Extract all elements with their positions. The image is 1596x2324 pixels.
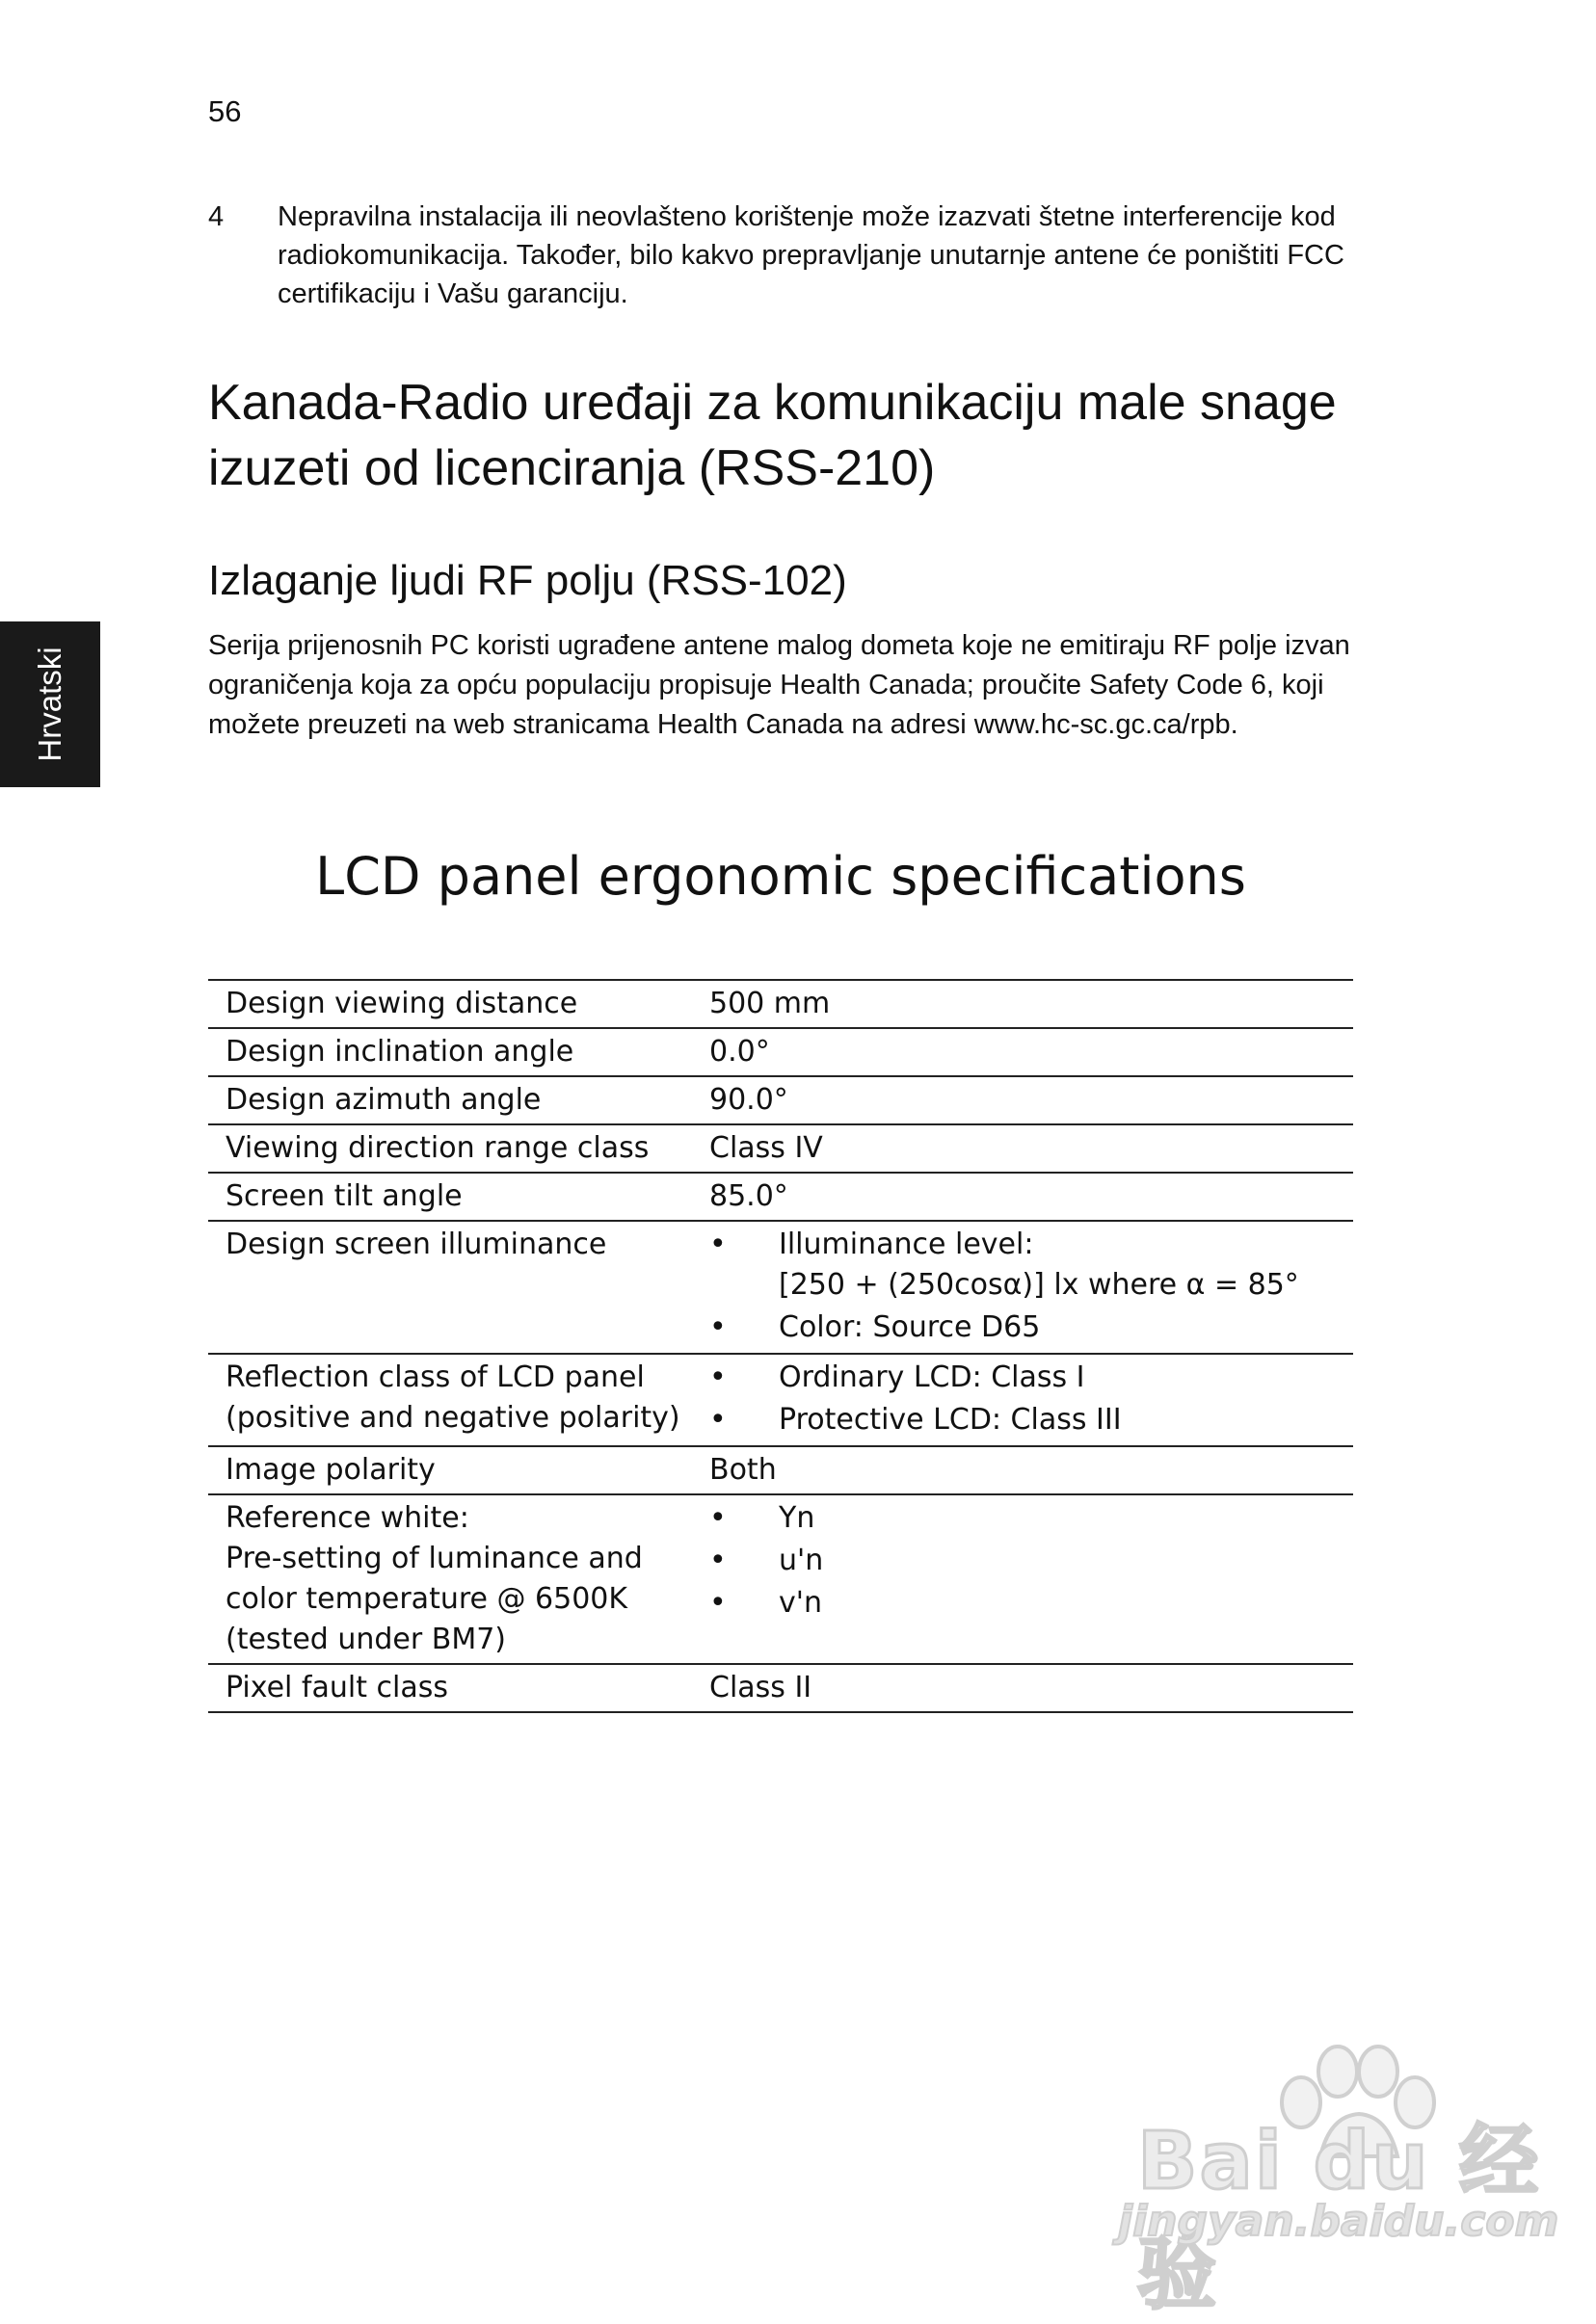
spec-row [208,1173,1353,1221]
spec-table [208,979,1353,1713]
spec-label: Pixel fault class [208,1664,692,1712]
spec-value [692,1494,1353,1664]
spec-label: Design inclination angle [208,1028,692,1076]
spec-label: Screen tilt angle [208,1173,692,1221]
subsection-title: Izlaganje ljudi RF polju (RSS-102) [208,557,847,604]
spec-bullet-list [709,1225,1353,1348]
note-text: Nepravilna instalacija ili neovlašteno korištenje može izazvati štetne interferencije kod radiokomunikacija. Također, bilo kakvo prepravljanje unutarnje antene će poništiti FCC certifikaciju i Vašu garanciju. [278,201,1344,309]
spec-label: Design azimuth angle [208,1076,692,1124]
spec-value: 0.0° [692,1028,1353,1076]
spec-value: 90.0° [692,1076,1353,1124]
spec-value: Both [692,1446,1353,1494]
table-title: LCD panel ergonomic specifications [315,846,1246,907]
spec-row [208,1076,1353,1124]
watermark-logo: Bai du 经验 [1137,2116,1541,2320]
spec-value: Class II [692,1664,1353,1712]
spec-bullet-item: • Yn [709,1498,1353,1539]
spec-label: Design viewing distance [208,980,692,1028]
spec-value [692,1221,1353,1354]
spec-label: Reflection class of LCD panel (positive and negative polarity) [208,1354,692,1446]
watermark-url: jingyan.baidu.com [1118,2197,1559,2246]
spec-bullet-list [709,1498,1353,1624]
baidu-watermark [1118,2043,1559,2320]
spec-bullet-item: • u'n [709,1541,1353,1581]
spec-bullet-item: • Ordinary LCD: Class I [709,1358,1353,1398]
spec-bullet-item: • Color: Source D65 [709,1307,1353,1348]
spec-row [208,1221,1353,1354]
note-number: 4 [208,201,225,232]
spec-bullet-list [709,1358,1353,1440]
spec-row [208,1354,1353,1446]
spec-label: Design screen illuminance [208,1221,692,1354]
spec-value: Class IV [692,1124,1353,1173]
body-paragraph: Serija prijenosnih PC koristi ugrađene antene malog dometa koje ne emitiraju RF polje izvan ograničenja koja za opću populaciju propisuje Health Canada; proučite Safety Code 6, koji možete preuzeti na web stranicama Health Canada na adresi www.hc-sc.gc.ca/rpb. [208,630,1350,740]
spec-table-body [208,980,1353,1712]
spec-row [208,1446,1353,1494]
spec-row [208,1664,1353,1712]
spec-row [208,1124,1353,1173]
side-tab-label: Hrvatski [32,647,67,762]
spec-bullet-item: • Protective LCD: Class III [709,1400,1353,1440]
page-number: 56 [208,94,242,128]
spec-label: Viewing direction range class [208,1124,692,1173]
spec-bullet-item: • Illuminance level: [250 + (250cosα)] lx where α = 85° [709,1225,1353,1306]
section-title: Kanada-Radio uređaji za komunikaciju male snage izuzeti od licenciranja (RSS-210) [208,375,1337,496]
spec-value [692,1354,1353,1446]
spec-row [208,1028,1353,1076]
spec-bullet-item: • v'n [709,1583,1353,1624]
spec-value: 85.0° [692,1173,1353,1221]
spec-label: Reference white: Pre-setting of luminance and color temperature @ 6500K (tested under BM7) [208,1494,692,1664]
spec-label: Image polarity [208,1446,692,1494]
language-side-tab [0,621,100,787]
spec-row [208,1494,1353,1664]
spec-row [208,980,1353,1028]
spec-value: 500 mm [692,980,1353,1028]
